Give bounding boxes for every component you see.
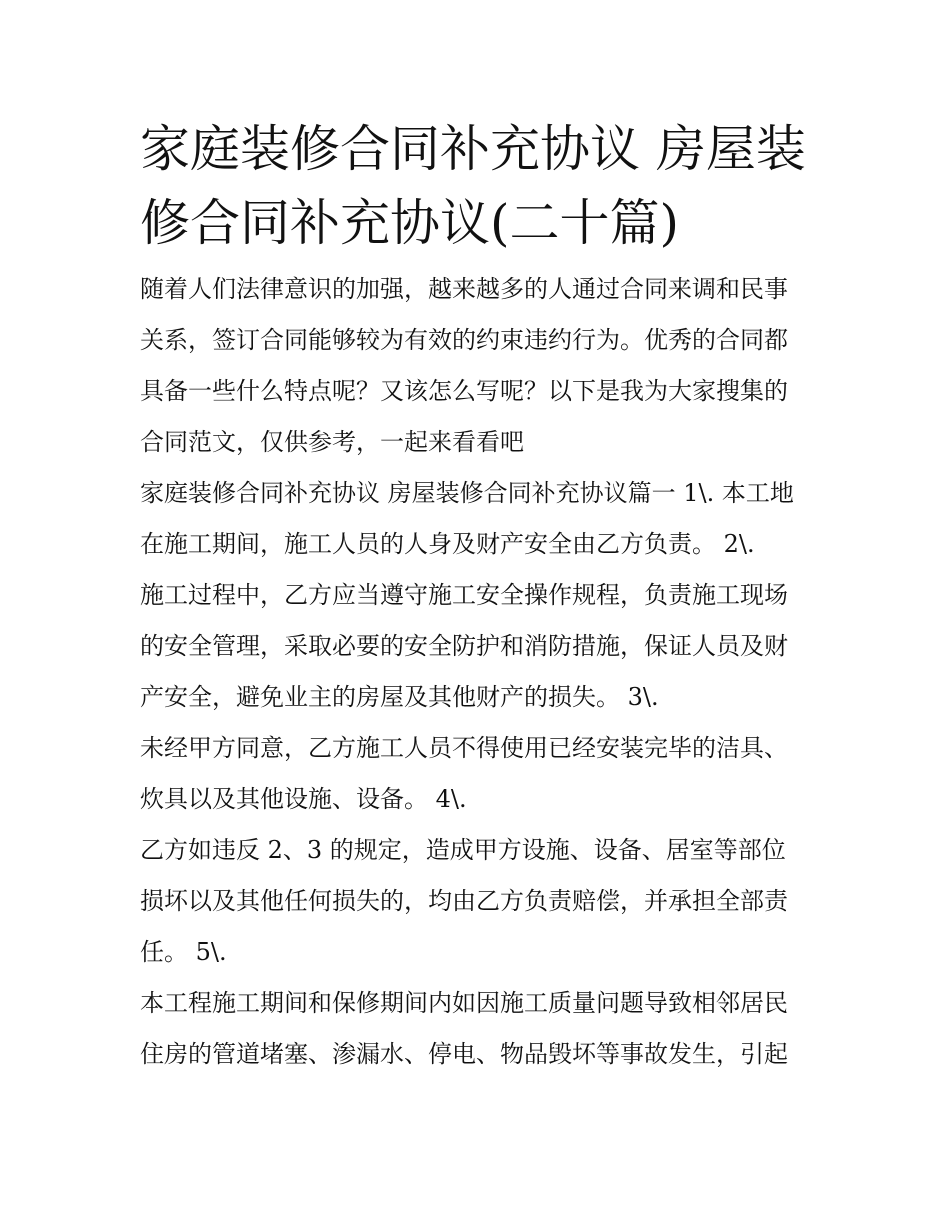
text-line: 任。 5\.: [140, 938, 227, 966]
text-line: 产安全，避免业主的房屋及其他财产的损失。 3\.: [140, 683, 659, 711]
text-line: 本工程施工期间和保修期间内如因施工质量问题导致相邻居民: [140, 989, 788, 1017]
text-line: 合同范文，仅供参考，一起来看看吧: [140, 428, 524, 456]
document-title: [140, 112, 812, 260]
title-line-2: 修合同补充协议(二十篇): [140, 194, 680, 252]
text-line: 随着人们法律意识的加强，越来越多的人通过合同来调和民事: [140, 275, 788, 303]
body-text: [140, 264, 812, 1080]
text-line: 未经甲方同意，乙方施工人员不得使用已经安装完毕的洁具、: [140, 734, 788, 762]
text-line: 乙方如违反 2、3 的规定，造成甲方设施、设备、居室等部位: [140, 836, 786, 864]
text-line: 具备一些什么特点呢？又该怎么写呢？以下是我为大家搜集的: [140, 377, 788, 405]
text-line: 损坏以及其他任何损失的，均由乙方负责赔偿，并承担全部责: [140, 887, 788, 915]
text-line: 住房的管道堵塞、渗漏水、停电、物品毁坏等事故发生，引起: [140, 1040, 788, 1068]
text-line: 的安全管理，采取必要的安全防护和消防措施，保证人员及财: [140, 632, 788, 660]
text-line: 家庭装修合同补充协议 房屋装修合同补充协议篇一 1\. 本工地: [140, 479, 794, 507]
document-body: [140, 112, 812, 1080]
text-line: 关系，签订合同能够较为有效的约束违约行为。优秀的合同都: [140, 326, 788, 354]
text-line: 施工过程中，乙方应当遵守施工安全操作规程，负责施工现场: [140, 581, 788, 609]
text-line: 炊具以及其他设施、设备。 4\.: [140, 785, 467, 813]
text-line: 在施工期间，施工人员的人身及财产安全由乙方负责。 2\.: [140, 530, 755, 558]
title-line-1: 家庭装修合同补充协议 房屋装: [140, 120, 806, 178]
